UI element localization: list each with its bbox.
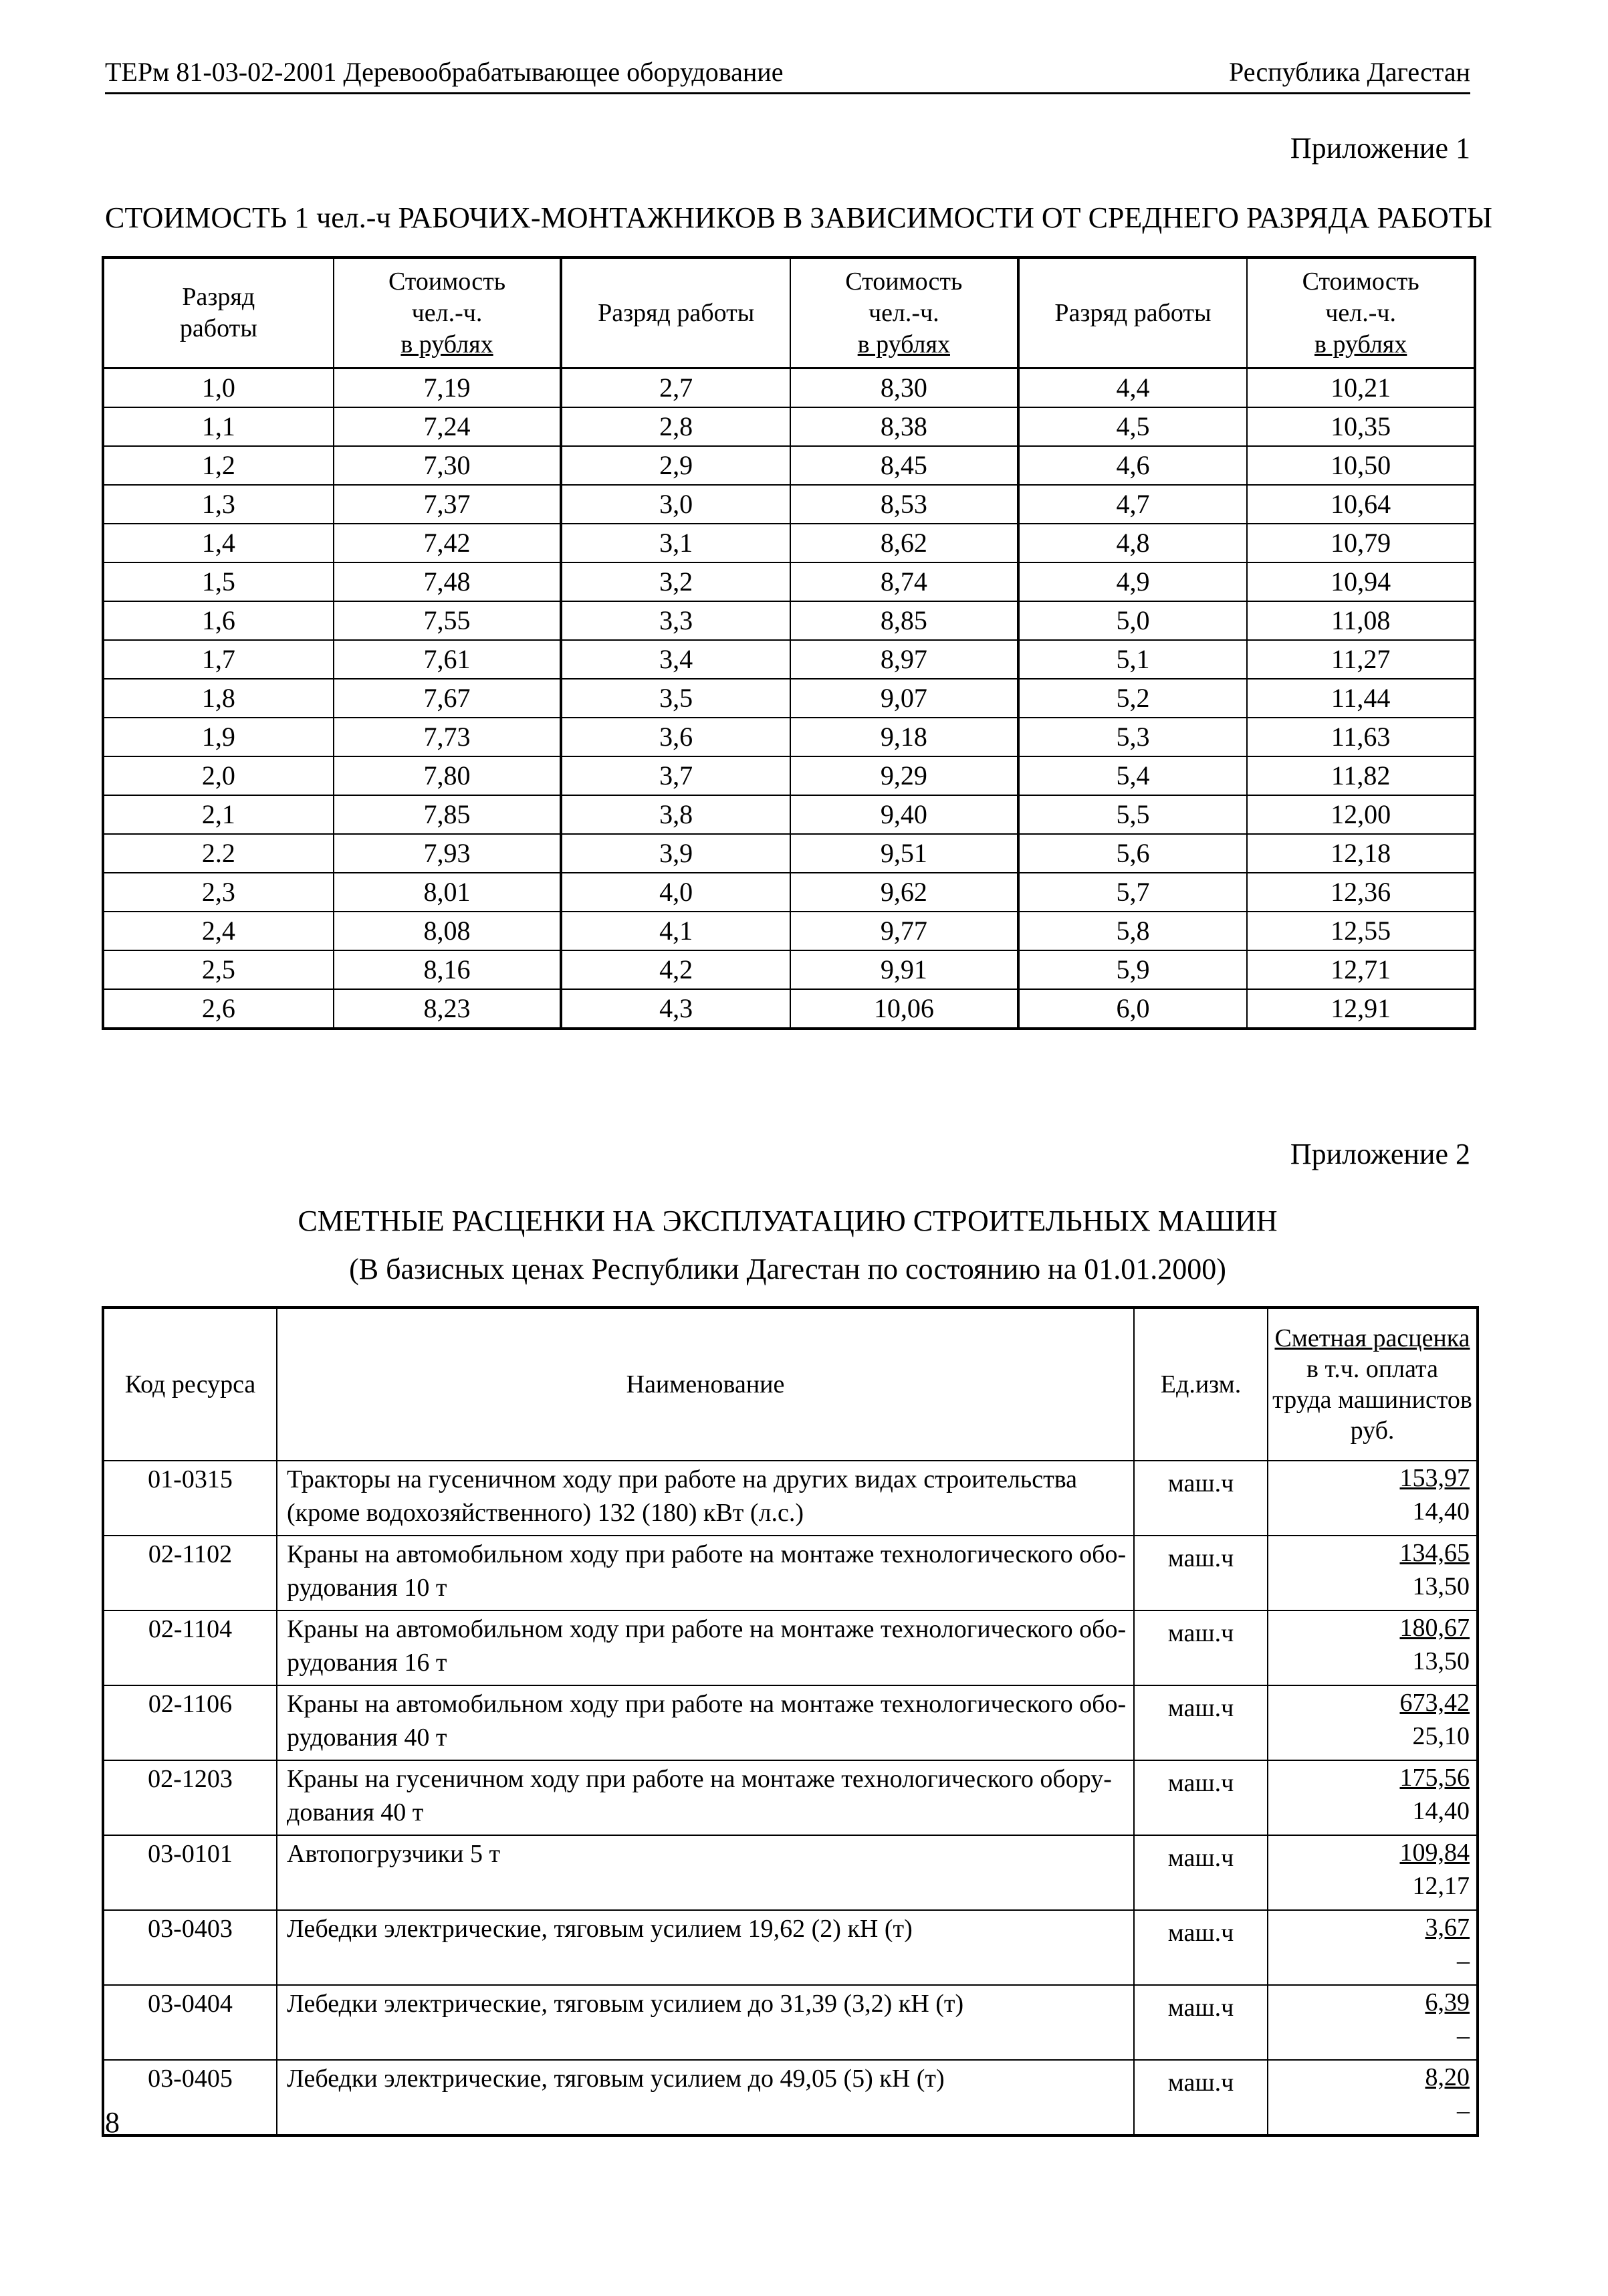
cost-cell: 9,40 — [790, 795, 1018, 834]
resource-code-cell: 03-0405 — [103, 2060, 277, 2135]
cost-cell: 7,67 — [334, 679, 562, 718]
page-number: 8 — [105, 2106, 120, 2139]
grade-cell: 4,3 — [561, 989, 790, 1029]
grade-cell: 5,9 — [1018, 950, 1248, 989]
resource-code-cell: 02-1203 — [103, 1760, 277, 1835]
unit-cell: маш.ч — [1134, 1835, 1268, 1910]
price-cell — [1268, 1685, 1478, 1760]
cost-cell: 8,23 — [334, 989, 562, 1029]
cost-cell: 12,55 — [1247, 912, 1475, 950]
grade-cell: 5,2 — [1018, 679, 1248, 718]
table-row — [103, 912, 1475, 950]
cost-cell: 10,21 — [1247, 369, 1475, 408]
grade-cell: 1,7 — [103, 640, 334, 679]
resource-code-cell: 02-1106 — [103, 1685, 277, 1760]
grade-cell: 5,3 — [1018, 718, 1248, 756]
resource-name-cell: Краны на автомобильном ходу при работе на монтаже технологического обо-рудования 10 т — [277, 1536, 1134, 1610]
cost-cell: 11,63 — [1247, 718, 1475, 756]
cost-cell: 7,19 — [334, 369, 562, 408]
grade-cell: 1,0 — [103, 369, 334, 408]
resource-code-cell: 03-0101 — [103, 1835, 277, 1910]
table-row — [103, 1461, 1478, 1536]
cost-cell: 7,55 — [334, 601, 562, 640]
cost-cell: 7,42 — [334, 524, 562, 562]
grade-cell: 5,5 — [1018, 795, 1248, 834]
column-header-unit: Ед.изм. — [1134, 1308, 1268, 1461]
grade-cell: 4,2 — [561, 950, 790, 989]
cost-cell: 8,85 — [790, 601, 1018, 640]
estimated-rate: 3,67 — [1425, 1913, 1470, 1942]
estimated-rate: 8,20 — [1425, 2063, 1470, 2091]
grade-cell: 2,9 — [561, 446, 790, 485]
table-row — [103, 524, 1475, 562]
table-row — [103, 407, 1475, 446]
price-cell — [1268, 1910, 1478, 1985]
table-header-row — [103, 1308, 1478, 1461]
cost-cell: 11,27 — [1247, 640, 1475, 679]
unit-cell: маш.ч — [1134, 1461, 1268, 1536]
cost-cell: 11,44 — [1247, 679, 1475, 718]
resource-name-cell: Лебедки электрические, тяговым усилием до 49,05 (5) кН (т) — [277, 2060, 1134, 2135]
column-header-grade: Разряд работы — [561, 257, 790, 369]
price-cell — [1268, 1536, 1478, 1610]
cost-cell: 12,71 — [1247, 950, 1475, 989]
estimated-rate: 175,56 — [1399, 1764, 1470, 1792]
price-cell — [1268, 1835, 1478, 1910]
table-row — [103, 485, 1475, 524]
cost-cell: 8,45 — [790, 446, 1018, 485]
grade-cell: 1,1 — [103, 407, 334, 446]
operator-labor-cost: 14,40 — [1412, 1497, 1470, 1526]
cost-cell: 8,16 — [334, 950, 562, 989]
grade-cell: 2,1 — [103, 795, 334, 834]
table-row — [103, 562, 1475, 601]
operator-labor-cost: 12,17 — [1412, 1872, 1470, 1900]
operator-labor-cost: 14,40 — [1412, 1797, 1470, 1825]
table-row — [103, 989, 1475, 1029]
resource-code-cell: 01-0315 — [103, 1461, 277, 1536]
column-header-price: Сметная расценка в т.ч. оплата труда машинистов руб. — [1268, 1308, 1478, 1461]
price-cell — [1268, 1610, 1478, 1685]
operator-labor-cost: 13,50 — [1412, 1647, 1470, 1675]
grade-cell: 4,7 — [1018, 485, 1248, 524]
unit-cell: маш.ч — [1134, 1760, 1268, 1835]
cost-cell: 12,18 — [1247, 834, 1475, 873]
column-header-name: Наименование — [277, 1308, 1134, 1461]
grade-cell: 3,5 — [561, 679, 790, 718]
estimated-rate: 153,97 — [1399, 1464, 1470, 1492]
unit-cell: маш.ч — [1134, 1685, 1268, 1760]
grade-cell: 5,0 — [1018, 601, 1248, 640]
cost-cell: 10,06 — [790, 989, 1018, 1029]
header-document-code: ТЕРм 81-03-02-2001 Деревообрабатывающее оборудование — [105, 57, 784, 87]
cost-cell: 8,53 — [790, 485, 1018, 524]
resource-name-cell: Тракторы на гусеничном ходу при работе на других видах строительства (кроме водохозяйственного) 132 (180) кВт (л.с.) — [277, 1461, 1134, 1536]
table-row — [103, 601, 1475, 640]
appendix-2-label: Приложение 2 — [1290, 1138, 1470, 1170]
table-row — [103, 446, 1475, 485]
resource-code-cell: 02-1104 — [103, 1610, 277, 1685]
grade-cell: 3,0 — [561, 485, 790, 524]
table-row — [103, 873, 1475, 912]
grade-cell: 2,0 — [103, 756, 334, 795]
cost-cell: 8,01 — [334, 873, 562, 912]
column-header-code: Код ресурса — [103, 1308, 277, 1461]
grade-cell: 2.2 — [103, 834, 334, 873]
grade-cell: 4,1 — [561, 912, 790, 950]
estimated-rate: 180,67 — [1399, 1614, 1470, 1642]
cost-cell: 8,08 — [334, 912, 562, 950]
table-row — [103, 1685, 1478, 1760]
cost-cell: 10,35 — [1247, 407, 1475, 446]
resource-code-cell: 02-1102 — [103, 1536, 277, 1610]
table-row — [103, 756, 1475, 795]
cost-cell: 9,77 — [790, 912, 1018, 950]
price-cell — [1268, 1461, 1478, 1536]
grade-cell: 2,7 — [561, 369, 790, 408]
cost-cell: 7,73 — [334, 718, 562, 756]
labor-cost-table — [102, 256, 1476, 1030]
table-row — [103, 1760, 1478, 1835]
grade-cell: 3,2 — [561, 562, 790, 601]
cost-cell: 11,82 — [1247, 756, 1475, 795]
grade-cell: 5,6 — [1018, 834, 1248, 873]
running-header — [105, 52, 1470, 94]
appendix-1-label: Приложение 1 — [1290, 132, 1470, 165]
table-row — [103, 1910, 1478, 1985]
grade-cell: 1,2 — [103, 446, 334, 485]
operator-labor-cost: – — [1457, 2097, 1470, 2125]
grade-cell: 3,3 — [561, 601, 790, 640]
cost-cell: 9,91 — [790, 950, 1018, 989]
resource-name-cell: Краны на гусеничном ходу при работе на монтаже технологического обору-дования 40 т — [277, 1760, 1134, 1835]
grade-cell: 2,6 — [103, 989, 334, 1029]
table-row — [103, 950, 1475, 989]
cost-cell: 8,30 — [790, 369, 1018, 408]
grade-cell: 3,1 — [561, 524, 790, 562]
grade-cell: 2,3 — [103, 873, 334, 912]
grade-cell: 2,4 — [103, 912, 334, 950]
resource-code-cell: 03-0404 — [103, 1985, 277, 2060]
cost-cell: 7,37 — [334, 485, 562, 524]
grade-cell: 1,5 — [103, 562, 334, 601]
cost-cell: 12,91 — [1247, 989, 1475, 1029]
cost-cell: 7,30 — [334, 446, 562, 485]
resource-code-cell: 03-0403 — [103, 1910, 277, 1985]
grade-cell: 3,8 — [561, 795, 790, 834]
operator-labor-cost: – — [1457, 1947, 1470, 1975]
cost-cell: 7,80 — [334, 756, 562, 795]
header-region: Республика Дагестан — [1229, 57, 1470, 87]
cost-cell: 7,61 — [334, 640, 562, 679]
cost-cell: 8,97 — [790, 640, 1018, 679]
grade-cell: 4,9 — [1018, 562, 1248, 601]
cost-cell: 8,74 — [790, 562, 1018, 601]
grade-cell: 1,9 — [103, 718, 334, 756]
cost-cell: 7,93 — [334, 834, 562, 873]
estimated-rate: 6,39 — [1425, 1988, 1470, 2016]
unit-cell: маш.ч — [1134, 1985, 1268, 2060]
cost-cell: 9,07 — [790, 679, 1018, 718]
grade-cell: 1,4 — [103, 524, 334, 562]
column-header-cost: Стоимость чел.-ч. в рублях — [790, 257, 1018, 369]
cost-cell: 9,62 — [790, 873, 1018, 912]
table-row — [103, 1985, 1478, 2060]
cost-cell: 9,51 — [790, 834, 1018, 873]
resource-name-cell: Автопогрузчики 5 т — [277, 1835, 1134, 1910]
cost-cell: 10,94 — [1247, 562, 1475, 601]
price-cell — [1268, 1760, 1478, 1835]
cost-cell: 8,62 — [790, 524, 1018, 562]
grade-cell: 4,4 — [1018, 369, 1248, 408]
unit-cell: маш.ч — [1134, 1910, 1268, 1985]
column-header-grade: Разряд работы — [103, 257, 334, 369]
price-cell — [1268, 2060, 1478, 2135]
grade-cell: 6,0 — [1018, 989, 1248, 1029]
table-row — [103, 1835, 1478, 1910]
grade-cell: 3,4 — [561, 640, 790, 679]
resource-name-cell: Лебедки электрические, тяговым усилием до 31,39 (3,2) кН (т) — [277, 1985, 1134, 2060]
grade-cell: 3,6 — [561, 718, 790, 756]
estimated-rate: 134,65 — [1399, 1539, 1470, 1567]
appendix-2-subtitle: (В базисных ценах Республики Дагестан по состоянию на 01.01.2000) — [349, 1253, 1226, 1285]
operator-labor-cost: 13,50 — [1412, 1572, 1470, 1600]
appendix-1-title: СТОИМОСТЬ 1 чел.-ч РАБОЧИХ-МОНТАЖНИКОВ В ЗАВИСИМОСТИ ОТ СРЕДНЕГО РАЗРЯДА РАБОТЫ — [105, 201, 1493, 234]
cost-cell: 9,29 — [790, 756, 1018, 795]
table-row — [103, 2060, 1478, 2135]
grade-cell: 4,0 — [561, 873, 790, 912]
cost-cell: 9,18 — [790, 718, 1018, 756]
cost-cell: 10,79 — [1247, 524, 1475, 562]
grade-cell: 1,6 — [103, 601, 334, 640]
cost-cell: 11,08 — [1247, 601, 1475, 640]
estimated-rate: 673,42 — [1399, 1689, 1470, 1717]
cost-cell: 10,64 — [1247, 485, 1475, 524]
column-header-grade: Разряд работы — [1018, 257, 1248, 369]
machine-rates-table — [102, 1306, 1479, 2137]
resource-name-cell: Краны на автомобильном ходу при работе на монтаже технологического обо-рудования 40 т — [277, 1685, 1134, 1760]
appendix-2-title: СМЕТНЫЕ РАСЦЕНКИ НА ЭКСПЛУАТАЦИЮ СТРОИТЕЛЬНЫХ МАШИН — [298, 1205, 1278, 1237]
cost-cell: 12,36 — [1247, 873, 1475, 912]
table-row — [103, 679, 1475, 718]
column-header-cost: Стоимость чел.-ч. в рублях — [1247, 257, 1475, 369]
unit-cell: маш.ч — [1134, 2060, 1268, 2135]
resource-name-cell: Краны на автомобильном ходу при работе на монтаже технологического обо-рудования 16 т — [277, 1610, 1134, 1685]
grade-cell: 1,3 — [103, 485, 334, 524]
cost-cell: 10,50 — [1247, 446, 1475, 485]
grade-cell: 4,6 — [1018, 446, 1248, 485]
table-row — [103, 795, 1475, 834]
cost-cell: 12,00 — [1247, 795, 1475, 834]
grade-cell: 5,8 — [1018, 912, 1248, 950]
grade-cell: 5,7 — [1018, 873, 1248, 912]
grade-cell: 5,1 — [1018, 640, 1248, 679]
grade-cell: 1,8 — [103, 679, 334, 718]
unit-cell: маш.ч — [1134, 1536, 1268, 1610]
table-row — [103, 369, 1475, 408]
operator-labor-cost: – — [1457, 2022, 1470, 2050]
grade-cell: 4,8 — [1018, 524, 1248, 562]
table-row — [103, 834, 1475, 873]
table-header-row — [103, 257, 1475, 369]
unit-cell: маш.ч — [1134, 1610, 1268, 1685]
cost-cell: 7,24 — [334, 407, 562, 446]
price-cell — [1268, 1985, 1478, 2060]
estimated-rate: 109,84 — [1399, 1839, 1470, 1867]
operator-labor-cost: 25,10 — [1412, 1722, 1470, 1750]
cost-cell: 8,38 — [790, 407, 1018, 446]
table-row — [103, 718, 1475, 756]
cost-cell: 7,85 — [334, 795, 562, 834]
resource-name-cell: Лебедки электрические, тяговым усилием 19,62 (2) кН (т) — [277, 1910, 1134, 1985]
grade-cell: 3,7 — [561, 756, 790, 795]
grade-cell: 3,9 — [561, 834, 790, 873]
grade-cell: 2,5 — [103, 950, 334, 989]
table-row — [103, 640, 1475, 679]
column-header-cost: Стоимость чел.-ч. в рублях — [334, 257, 562, 369]
grade-cell: 4,5 — [1018, 407, 1248, 446]
cost-cell: 7,48 — [334, 562, 562, 601]
grade-cell: 2,8 — [561, 407, 790, 446]
grade-cell: 5,4 — [1018, 756, 1248, 795]
table-row — [103, 1610, 1478, 1685]
table-row — [103, 1536, 1478, 1610]
